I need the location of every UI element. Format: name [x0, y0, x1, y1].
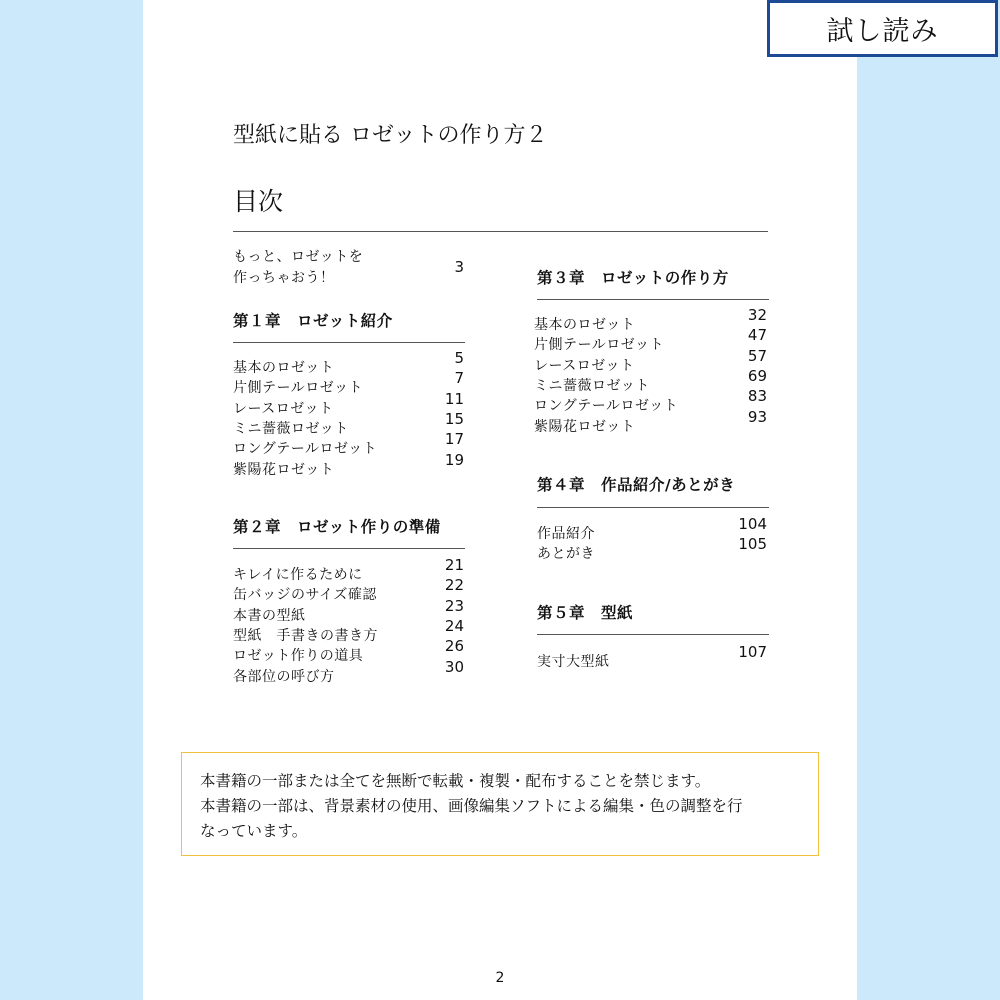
toc-entry-page: 57	[747, 346, 767, 365]
toc-entry-label[interactable]: レースロゼット	[534, 357, 635, 374]
chapter-2-title[interactable]: 第２章 ロゼット作りの準備	[233, 518, 441, 536]
toc-entry-label[interactable]: ミニ薔薇ロゼット	[534, 377, 650, 394]
toc-entry-page: 105	[738, 535, 767, 554]
notice-line-1: 本書籍の一部または全てを無断で転載・複製・配布することを禁じます。	[200, 772, 711, 790]
toc-entry-label[interactable]: キレイに作るために	[233, 567, 363, 583]
toc-entry-label[interactable]: 作品紹介	[537, 526, 595, 542]
chapter-3-title[interactable]: 第３章 ロゼットの作り方	[537, 269, 729, 287]
chapter-1-title[interactable]: 第１章 ロゼット紹介	[233, 312, 393, 330]
toc-intro-page: 3	[454, 258, 464, 276]
toc-entry-label[interactable]: レースロゼット	[233, 400, 334, 417]
toc-entry-label[interactable]: 基本のロゼット	[233, 360, 335, 376]
chapter-2-divider	[233, 548, 465, 549]
toc-intro-line2[interactable]: 作っちゃおう！	[233, 270, 335, 286]
copyright-notice	[181, 752, 819, 856]
toc-entry-label[interactable]: ロングテールロゼット	[534, 398, 679, 415]
page-number: 2	[495, 970, 505, 986]
toc-entry-page: 47	[747, 326, 767, 345]
toc-entry-page: 83	[747, 387, 767, 406]
toc-entry-page: 24	[444, 616, 464, 635]
toc-entry-label[interactable]: 本書の型紙	[233, 607, 306, 624]
chapter-1-divider	[233, 342, 465, 343]
chapter-4-title[interactable]: 第４章 作品紹介/あとがき	[537, 476, 736, 494]
toc-entry-label[interactable]: 型紙 手書きの書き方	[233, 627, 378, 644]
toc-entry-label[interactable]: 片側テールロゼット	[233, 380, 363, 397]
chapter-4-divider	[537, 507, 769, 508]
toc-entry-page: 17	[444, 430, 464, 449]
toc-intro-line1[interactable]: もっと、ロゼットを	[233, 249, 364, 265]
toc-entry-page: 5	[454, 349, 464, 367]
toc-entry-page: 69	[747, 366, 767, 385]
toc-entry-label[interactable]: ロゼット作りの道具	[233, 648, 364, 665]
toc-entry-page: 26	[444, 637, 464, 656]
chapter-5-divider	[537, 634, 769, 635]
toc-divider	[233, 231, 768, 232]
toc-entry-label[interactable]: 基本のロゼット	[534, 317, 636, 333]
toc-entry-page: 19	[444, 450, 464, 469]
toc-entry-label[interactable]: ロングテールロゼット	[233, 441, 378, 458]
toc-entry-page: 7	[454, 369, 464, 388]
chapter-3-divider	[537, 299, 769, 300]
toc-entry-page: 15	[444, 409, 464, 428]
toc-entry-page: 107	[738, 643, 767, 661]
toc-entry-label[interactable]: 紫陽花ロゼット	[534, 418, 636, 435]
toc-entry-page: 30	[444, 657, 464, 676]
notice-line-3: なっています。	[200, 822, 308, 840]
toc-entry-page: 11	[444, 389, 464, 408]
toc-entry-label[interactable]: 各部位の呼び方	[233, 668, 335, 685]
toc-entry-label[interactable]: 缶バッジのサイズ確認	[233, 587, 377, 604]
preview-badge	[767, 0, 998, 57]
toc-entry-page: 22	[444, 576, 464, 595]
toc-entry-page: 93	[747, 407, 767, 426]
preview-badge-label: 試し読み	[826, 16, 939, 47]
toc-entry-page: 104	[738, 515, 767, 533]
toc-entry-label[interactable]: 実寸大型紙	[537, 654, 610, 670]
toc-entry-page: 32	[747, 306, 767, 324]
toc-heading: 目次	[233, 187, 284, 216]
toc-entry-label[interactable]: あとがき	[537, 546, 595, 563]
book-title: 型紙に貼る ロゼットの作り方２	[233, 123, 548, 148]
toc-entry-page: 21	[444, 556, 464, 574]
toc-entry-label[interactable]: ミニ薔薇ロゼット	[233, 420, 349, 437]
toc-entry-label[interactable]: 片側テールロゼット	[534, 337, 664, 354]
chapter-5-title[interactable]: 第５章 型紙	[537, 604, 634, 622]
toc-entry-label[interactable]: 紫陽花ロゼット	[233, 461, 335, 478]
toc-entry-page: 23	[444, 596, 464, 615]
notice-line-2: 本書籍の一部は、背景素材の使用、画像編集ソフトによる編集・色の調整を行	[200, 797, 743, 815]
